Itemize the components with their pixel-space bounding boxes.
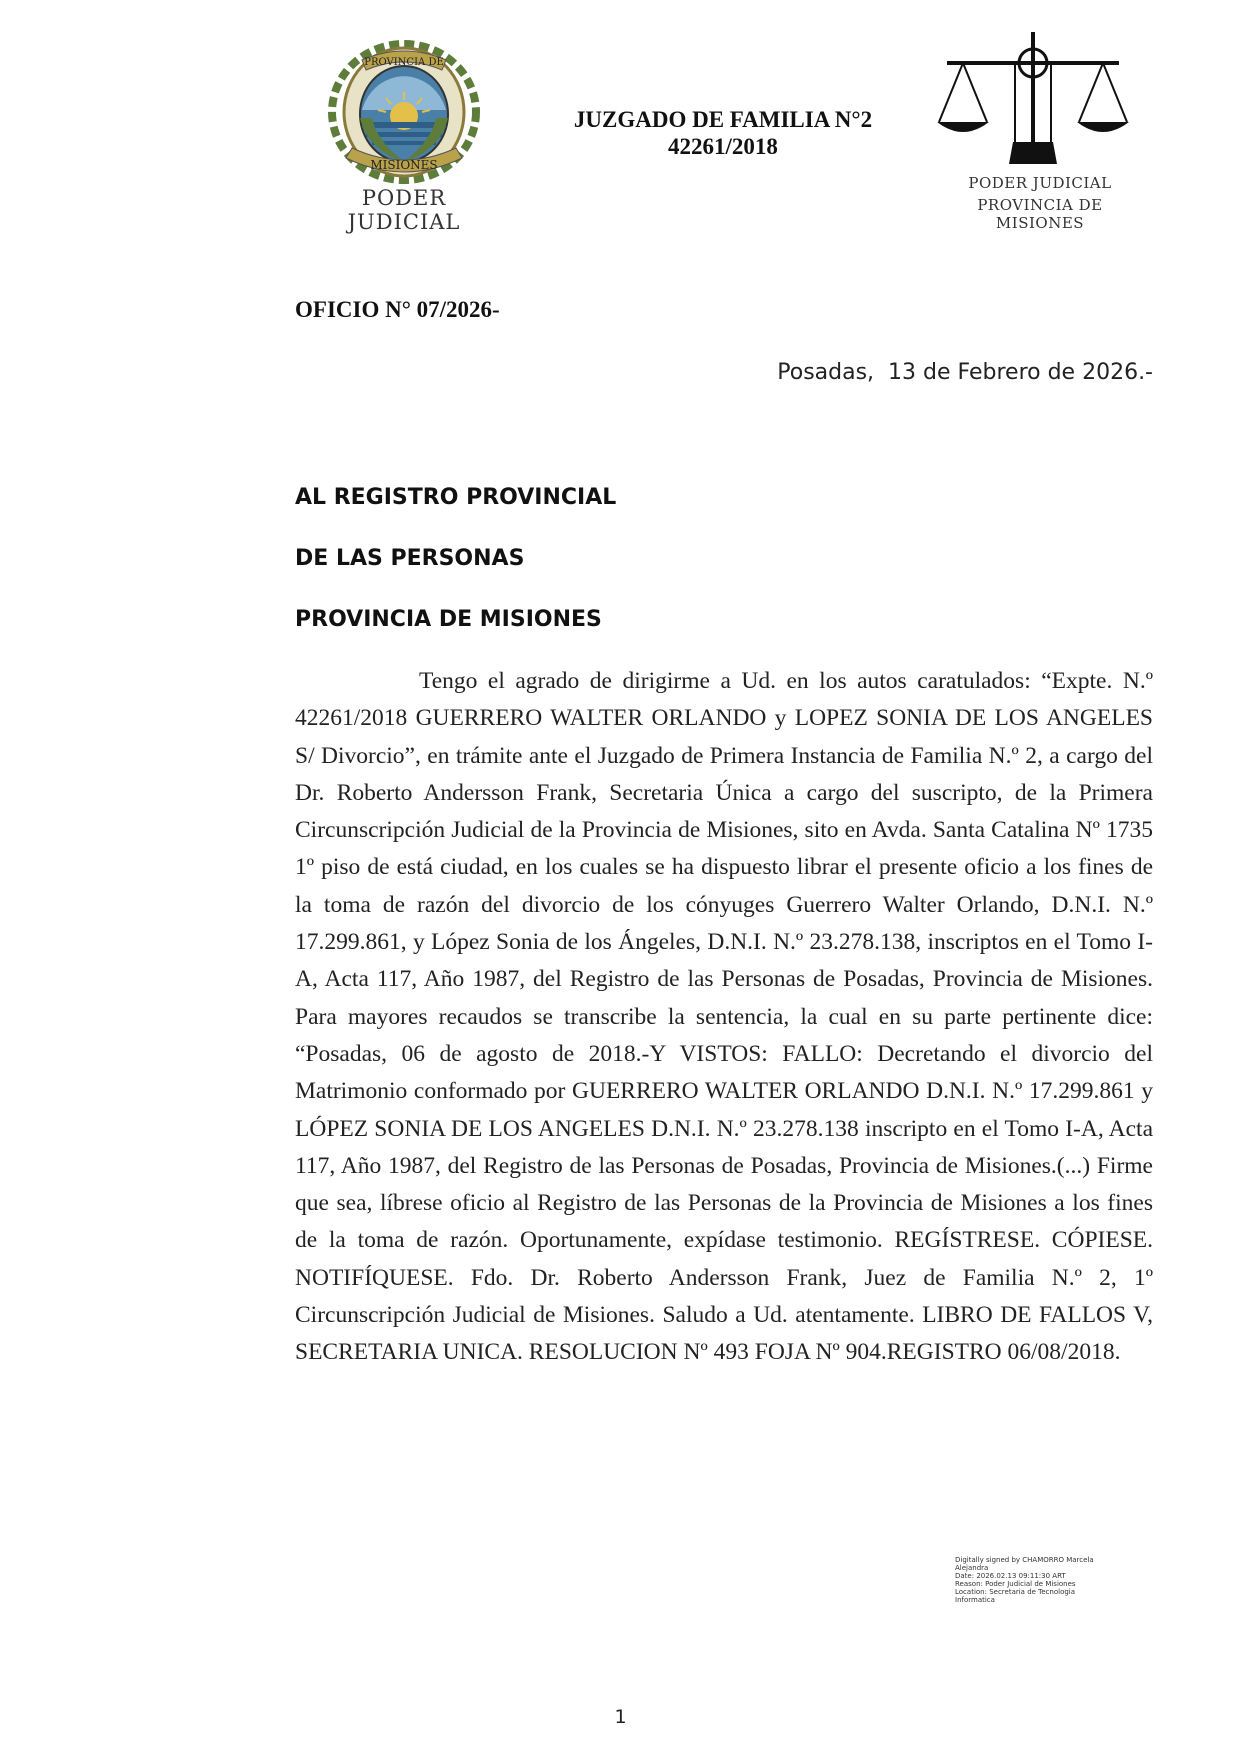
right-logo-caption-2: PROVINCIA DE MISIONES xyxy=(977,196,1103,232)
recipient-line-3: PROVINCIA DE MISIONES xyxy=(295,607,602,632)
signature-line: Digitally signed by CHAMORRO Marcela xyxy=(955,1556,1094,1564)
recipient-line-2: DE LAS PERSONAS xyxy=(295,546,525,571)
signature-line: Alejandra xyxy=(955,1564,989,1572)
oficio-number: OFICIO N° 07/2026- xyxy=(295,297,500,322)
digital-signature xyxy=(955,1556,1125,1604)
seal-bottom-text: MISIONES xyxy=(370,158,438,172)
page-number: 1 xyxy=(614,1706,627,1728)
left-logo-caption: PODER JUDICIAL xyxy=(347,186,461,234)
right-logo-caption-1: PODER JUDICIAL xyxy=(968,174,1112,192)
recipient-line-1: AL REGISTRO PROVINCIAL xyxy=(295,485,617,510)
right-logo xyxy=(935,30,1145,232)
court-title xyxy=(520,106,926,160)
left-logo xyxy=(306,40,502,234)
signature-line: Location: Secretaria de Tecnologia xyxy=(955,1588,1076,1596)
court-name: JUZGADO DE FAMILIA N°2 xyxy=(573,107,873,132)
date-line: Posadas, 13 de Febrero de 2026.- xyxy=(777,360,1153,385)
scales-of-justice-icon xyxy=(935,30,1145,170)
signature-line: Informatica xyxy=(955,1596,995,1604)
signature-line: Reason: Poder Judicial de Misiones xyxy=(955,1580,1076,1588)
case-number: 42261/2018 xyxy=(668,134,778,159)
body-paragraph: Tengo el agrado de dirigirme a Ud. en los autos caratulados: “Expte. N.º 42261/2018 GUERRERO WALTER ORLANDO y LOPEZ SONIA DE LOS ANGELES S/ Divorcio”, en trámite ante el Juzgado de Primera Instancia de Familia N.º 2, a cargo del Dr. Roberto Andersson Frank, Secretaria Única a cargo del suscripto, de la Primera Circunscripción Judicial de la Provincia de Misiones, sito en Avda. Santa Catalina Nº 1735 1º piso de está ciudad, en los cuales se ha dispuesto librar el presente oficio a los fines de la toma de razón del divorcio de los cónyuges Guerrero Walter Orlando, D.N.I. N.º 17.299.861, y López Sonia de los Ángeles, D.N.I. N.º 23.278.138, inscriptos en el Tomo I-A, Acta 117, Año 1987, del Registro de las Personas de Posadas, Provincia de Misiones. Para mayores recaudos se transcribe la sentencia, la cual en su parte pertinente dice: “Posadas, 06 de agosto de 2018.-Y VISTOS: FALLO: Decretando el divorcio del Matrimonio conformado por GUERRERO WALTER ORLANDO D.N.I. N.º 17.299.861 y LÓPEZ SONIA DE LOS ANGELES D.N.I. N.º 23.278.138 inscripto en el Tomo I-A, Acta 117, Año 1987, del Registro de las Personas de Posadas, Provincia de Misiones.(...) Firme que sea, líbrese oficio al Registro de las Personas de la Provincia de Misiones a los fines de la toma de razón. Oportunamente, expídase testimonio. REGÍSTRESE. CÓPIESE. NOTIFÍQUESE. Fdo. Dr. Roberto Andersson Frank, Juez de Familia N.º 2, 1º Circunscripción Judicial de Misiones. Saludo a Ud. atentamente. LIBRO DE FALLOS V, SECRETARIA UNICA. RESOLUCION Nº 493 FOJA Nº 904.REGISTRO 06/08/2018. xyxy=(295,668,1153,1366)
provincial-seal-icon xyxy=(306,40,502,186)
seal-top-text: PROVINCIA DE xyxy=(364,57,444,68)
signature-line: Date: 2026.02.13 09:11:30 ART xyxy=(955,1572,1066,1580)
